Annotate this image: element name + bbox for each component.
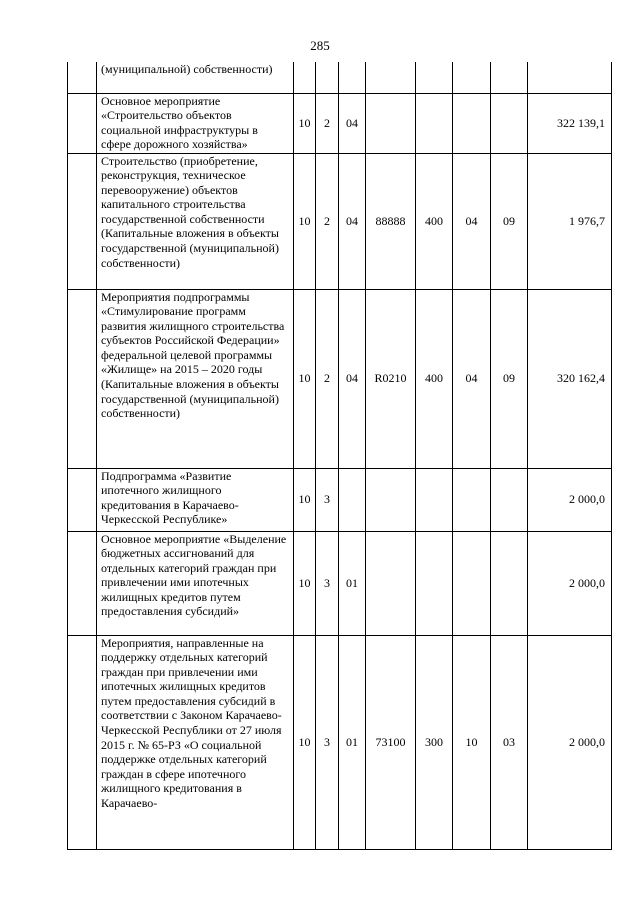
code-cell: 10	[294, 635, 316, 849]
row-index-cell	[68, 531, 97, 635]
table-row	[68, 635, 612, 849]
code-cell: 03	[491, 635, 528, 849]
code-cell	[366, 468, 416, 531]
amount-cell: 1 976,7	[528, 153, 612, 289]
code-cell: 10	[294, 153, 316, 289]
table-row	[68, 289, 612, 468]
code-cell: 04	[453, 289, 491, 468]
code-cell: 01	[339, 635, 366, 849]
code-cell	[453, 468, 491, 531]
row-name: Мероприятия подпрограммы «Стимулирование программ развития жилищного строительства субъектов Российской Федерации» федеральной целевой программы «Жилище» на 2015 – 2020 годы (Капитальные вложения в объекты государственной (муниципальной) собственности)	[97, 289, 294, 468]
row-name: Основное мероприятие «Выделение бюджетных ассигнований для отдельных категорий граждан при привлечении ими ипотечных жилищных кредитов путем предоставления субсидий»	[97, 531, 294, 635]
row-index-cell	[68, 635, 97, 849]
row-name: Основное мероприятие «Строительство объектов социальной инфраструктуры в сфере дорожного хозяйства»	[97, 93, 294, 153]
amount-cell: 2 000,0	[528, 468, 612, 531]
row-name: Мероприятия, направленные на поддержку отдельных категорий граждан при привлечении ими ипотечных жилищных кредитов путем предоставления субсидий в соответствии с Законом Карачаево-Черкесской Республики от 27 июля 2015 г. № 65-РЗ «О социальной поддержке отдельных категорий граждан в сфере ипотечного жилищного кредитования в Карачаево-	[97, 635, 294, 849]
budget-table	[67, 62, 612, 850]
table-row	[68, 153, 612, 289]
row-name: Строительство (приобретение, реконструкция, техническое перевооружение) объектов капитального строительства государственной собственности (Капитальные вложения в объекты государственной (муниципальной) собственности)	[97, 153, 294, 289]
code-cell: 04	[339, 93, 366, 153]
code-cell	[491, 62, 528, 93]
code-cell: 10	[294, 289, 316, 468]
code-cell	[416, 93, 453, 153]
table-row	[68, 62, 612, 93]
code-cell	[416, 468, 453, 531]
code-cell: 2	[316, 289, 339, 468]
code-cell: 2	[316, 93, 339, 153]
code-cell	[416, 531, 453, 635]
code-cell	[339, 468, 366, 531]
code-cell	[453, 93, 491, 153]
code-cell	[366, 62, 416, 93]
code-cell: 09	[491, 289, 528, 468]
code-cell: 04	[339, 153, 366, 289]
row-index-cell	[68, 62, 97, 93]
code-cell: 10	[453, 635, 491, 849]
row-index-cell	[68, 468, 97, 531]
code-cell	[294, 62, 316, 93]
code-cell	[339, 62, 366, 93]
row-index-cell	[68, 153, 97, 289]
code-cell: 3	[316, 635, 339, 849]
row-name: Подпрограмма «Развитие ипотечного жилищного кредитования в Карачаево-Черкесской Республике»	[97, 468, 294, 531]
code-cell: 3	[316, 468, 339, 531]
code-cell: 04	[453, 153, 491, 289]
table-row	[68, 531, 612, 635]
code-cell	[491, 531, 528, 635]
code-cell	[491, 93, 528, 153]
code-cell: 73100	[366, 635, 416, 849]
code-cell: R0210	[366, 289, 416, 468]
code-cell: 300	[416, 635, 453, 849]
code-cell: 10	[294, 468, 316, 531]
amount-cell	[528, 62, 612, 93]
amount-cell: 2 000,0	[528, 531, 612, 635]
amount-cell: 2 000,0	[528, 635, 612, 849]
page-number: 285	[310, 38, 330, 53]
code-cell: 09	[491, 153, 528, 289]
code-cell: 10	[294, 531, 316, 635]
row-index-cell	[68, 289, 97, 468]
code-cell: 01	[339, 531, 366, 635]
code-cell: 400	[416, 153, 453, 289]
amount-cell: 320 162,4	[528, 289, 612, 468]
code-cell: 3	[316, 531, 339, 635]
code-cell: 10	[294, 93, 316, 153]
code-cell	[416, 62, 453, 93]
table-row	[68, 468, 612, 531]
code-cell: 2	[316, 153, 339, 289]
code-cell	[366, 93, 416, 153]
code-cell	[316, 62, 339, 93]
code-cell	[491, 468, 528, 531]
code-cell	[366, 531, 416, 635]
code-cell	[453, 531, 491, 635]
table-row	[68, 93, 612, 153]
row-name: (муниципальной) собственности)	[97, 62, 294, 93]
code-cell	[453, 62, 491, 93]
amount-cell: 322 139,1	[528, 93, 612, 153]
code-cell: 88888	[366, 153, 416, 289]
code-cell: 400	[416, 289, 453, 468]
row-index-cell	[68, 93, 97, 153]
code-cell: 04	[339, 289, 366, 468]
